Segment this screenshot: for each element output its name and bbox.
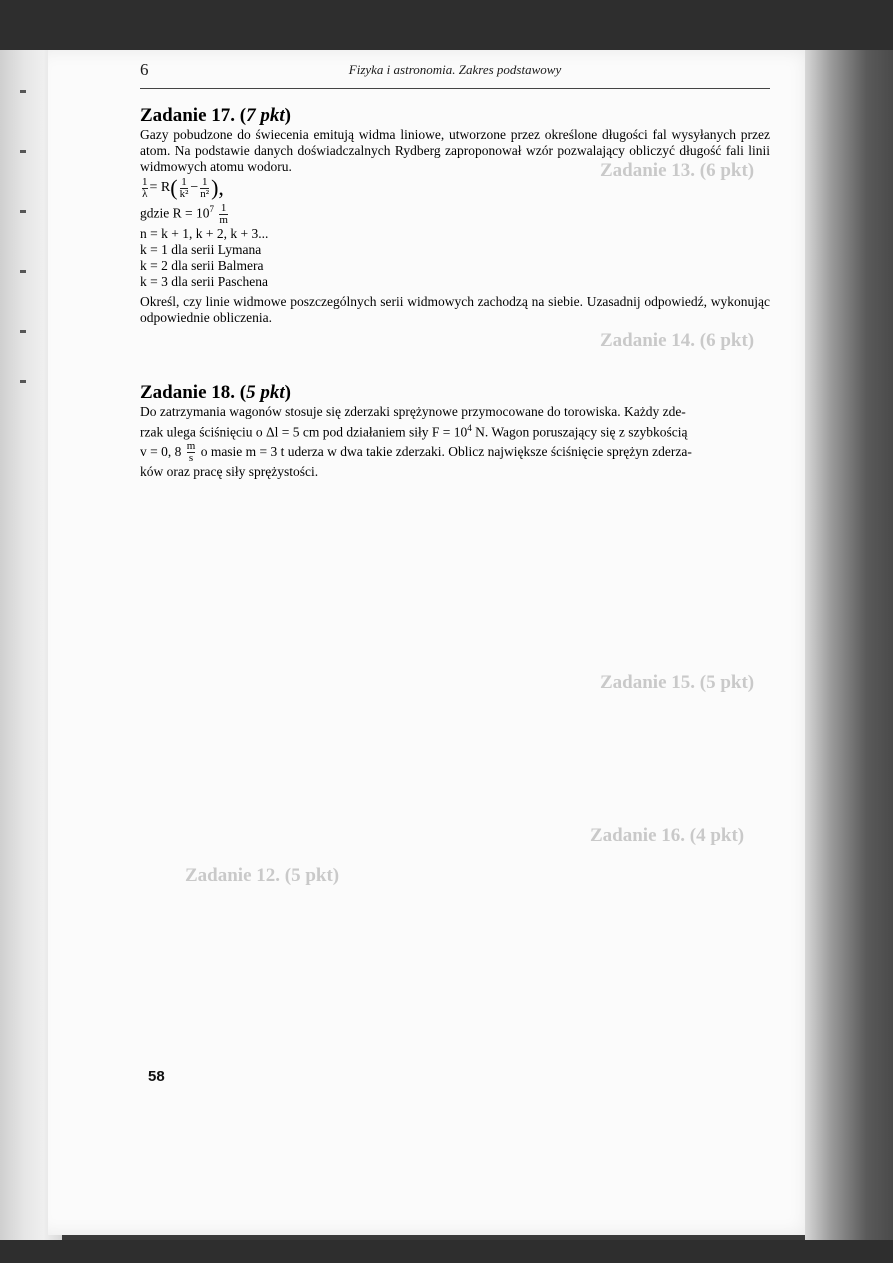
- page-edge-mark: [20, 90, 26, 93]
- scan-border-top: [0, 0, 893, 50]
- task-18-line: rzak ulega ściśnięciu o Δl = 5 cm pod działaniem siły $F = 10^4$ N. Wagon poruszający się z szybkością: [140, 423, 688, 440]
- page-edge-mark: [20, 210, 26, 213]
- series-item: k = 2 dla serii Balmera: [140, 257, 264, 273]
- rydberg-formula: $\frac{1}{\lambda}$ = R ( $\frac{1}{\text{k²}}$ − $\frac{1}{\text{n²}}$ ),: [142, 175, 224, 200]
- bleed-through-heading: Zadanie 12. (5 pkt): [185, 865, 340, 886]
- task-17: [140, 105, 770, 326]
- task-17-title: Zadanie 17. (7 pkt): [140, 105, 291, 126]
- book-spine-shadow: [805, 50, 893, 1240]
- scan-border-bottom: [0, 1240, 893, 1263]
- task-17-question: Określ, czy linie widmowe poszczególnych serii widmowych zachodzą na siebie. Uzasadnij odpowiedź, wykonując odpowiednie obliczenia.: [140, 293, 770, 325]
- bleed-through-heading: Zadanie 16. (4 pkt): [590, 825, 745, 846]
- task-18-title: Zadanie 18. (5 pkt): [140, 382, 291, 403]
- running-title: Fizyka i astronomia. Zakres podstawowy: [348, 62, 562, 77]
- task-17-intro: Gazy pobudzone do świecenia emitują widma liniowe, utworzone przez określone długości fal wysyłanych przez atom. Na podstawie danych doświadczalnych Rydberg zaproponował wzór pozwalający obliczyć długość fali linii widmowych atomu wodoru.: [140, 127, 770, 174]
- task-18-line: v = 0, 8 $\frac{m}{s}$ o masie m = 3 t uderza w dwa takie zderzaki. Oblicz największe ściśnięcie sprężyn zderza-: [140, 439, 692, 464]
- page-edge-mark: [20, 270, 26, 273]
- n-values: n = k + 1, k + 2, k + 3...: [140, 225, 269, 241]
- page-edge-mark: [20, 330, 26, 333]
- page-edge-mark: [20, 150, 26, 153]
- running-header: [140, 60, 770, 84]
- bleed-through-heading: Zadanie 15. (5 pkt): [600, 672, 755, 693]
- header-page-number: 6: [140, 60, 149, 79]
- series-item: k = 1 dla serii Lymana: [140, 241, 262, 257]
- header-rule: [140, 88, 770, 89]
- page-edge-mark: [20, 380, 26, 383]
- rydberg-constant: gdzie $R = 10^7$ $\frac{1}{m}$: [140, 201, 228, 226]
- task-18-line: ków oraz pracę siły sprężystości.: [140, 463, 319, 479]
- series-item: k = 3 dla serii Paschena: [140, 273, 268, 289]
- bleed-through-heading: Zadanie 14. (6 pkt): [600, 330, 755, 351]
- bleed-through-heading: Zadanie 13. (6 pkt): [600, 160, 755, 181]
- task-18-line: Do zatrzymania wagonów stosuje się zderzaki sprężynowe przymocowane do torowiska. Każdy zde-: [140, 404, 686, 419]
- task-18: [140, 382, 770, 480]
- page-number: 58: [148, 1068, 165, 1085]
